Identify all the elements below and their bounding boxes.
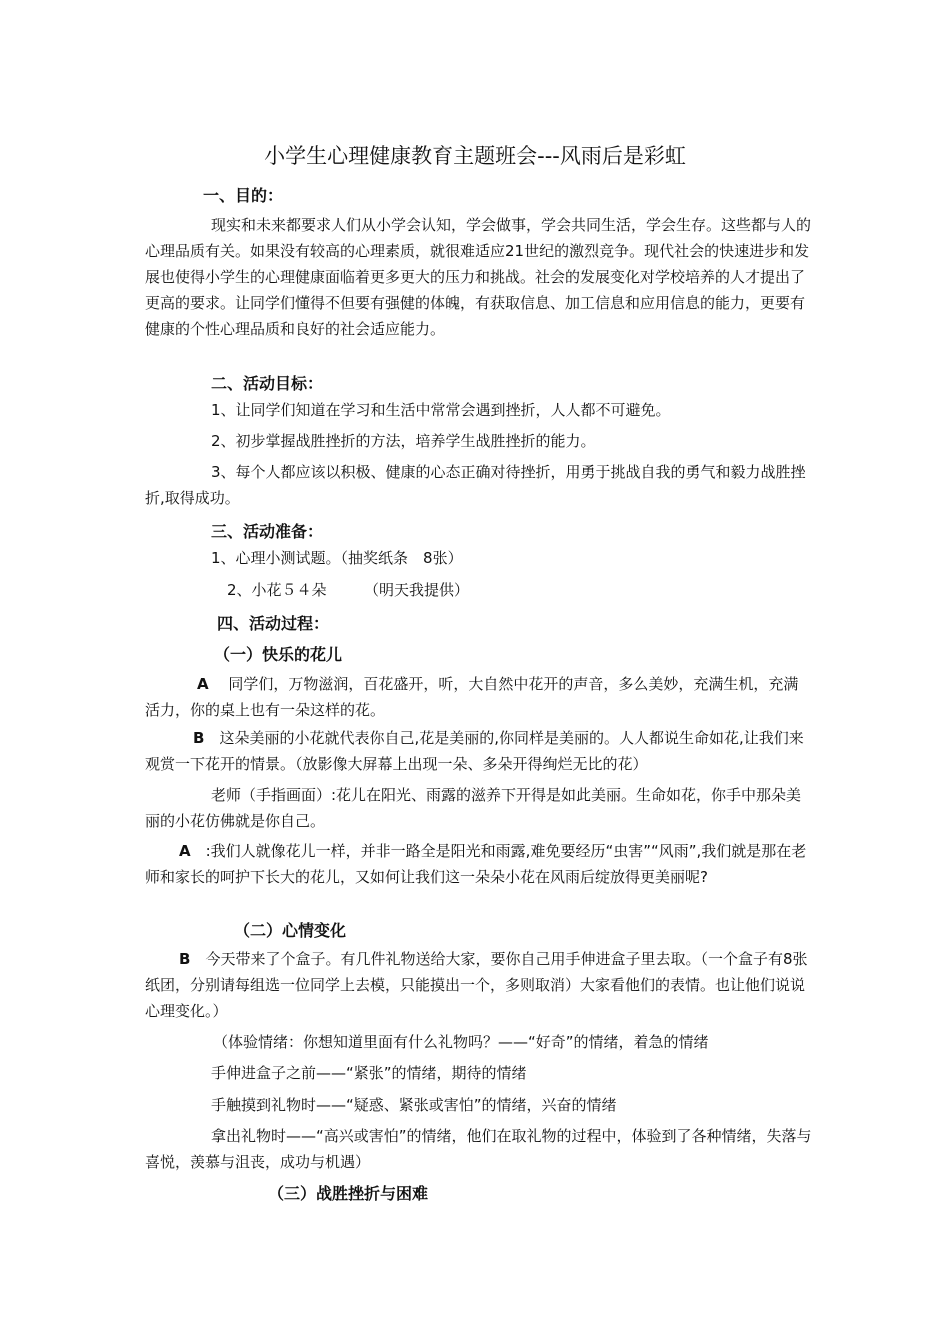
dialogue-b-1-text: 这朵美丽的小花就代表你自己,花是美丽的,你同样是美丽的。人人都说生命如花,让我们来观赏一下花开的情景。（放影像大屏幕上出现一朵、多朵开得绚烂无比的花） [145, 729, 804, 773]
speaker-label-a: A [179, 842, 191, 860]
subsection-heading-happy-flowers: （一）快乐的花儿 [214, 645, 343, 664]
section-heading-purpose: 一、目的： [203, 186, 284, 205]
speaker-label-b: B [193, 729, 205, 747]
speaker-label-a: A [197, 675, 209, 693]
speaker-label-b: B [179, 950, 191, 968]
goal-item-2: 2、初步掌握战胜挫折的方法，培养学生战胜挫折的能力。 [211, 432, 596, 450]
experience-line-1: （体验情绪：你想知道里面有什么礼物吗？——“好奇”的情绪，着急的情绪 [213, 1033, 709, 1051]
subsection-heading-mood-change: （二）心情变化 [234, 921, 347, 940]
dialogue-a-1-text: 同学们，万物滋润，百花盛开，听，大自然中花开的声音，多么美妙，充满生机，充满活力，你的桌上也有一朵这样的花。 [145, 675, 799, 719]
goal-item-3: 3、每个人都应该以积极、健康的心态正确对待挫折，用勇于挑战自我的勇气和毅力战胜挫折,取得成功。 [145, 463, 806, 507]
experience-line-4: 拿出礼物时——“高兴或害怕”的情绪，他们在取礼物的过程中，体验到了各种情绪，失落与喜悦，羡慕与沮丧，成功与机遇） [145, 1127, 812, 1171]
dialogue-a-2 [145, 838, 813, 890]
section-heading-process: 四、活动过程： [217, 614, 330, 633]
page-title: 小学生心理健康教育主题班会---风雨后是彩虹 [264, 144, 686, 168]
dialogue-a-2-text: :我们人就像花儿一样，并非一路全是阳光和雨露,难免要经历“虫害”“风雨”,我们就是那在老师和家长的呵护下长大的花儿，又如何让我们这一朵朵小花在风雨后绽放得更美丽呢? [145, 842, 807, 886]
prep-item-1: 1、心理小测试题。（抽奖纸条 8张） [211, 549, 463, 567]
subsection-heading-overcome: （三）战胜挫折与困难 [268, 1184, 429, 1203]
purpose-paragraph: 现实和未来都要求人们从小学会认知，学会做事，学会共同生活，学会生存。这些都与人的心理品质有关。如果没有较高的心理素质，就很难适应21世纪的激烈竞争。现代社会的快速进步和发展也使得小学生的心理健康面临着更多更大的压力和挑战。社会的发展变化对学校培养的人才提出了更高的要求。让同学们懂得不但要有强健的体魄，有获取信息、加工信息和应用信息的能力，更要有健康的个性心理品质和良好的社会适应能力。 [145, 216, 812, 338]
dialogue-b-2-text: 今天带来了个盒子。有几件礼物送给大家，要你自己用手伸进盒子里去取。（一个盒子有8张纸团，分别请每组选一位同学上去模，只能摸出一个，多则取消）大家看他们的表情。也让他们说说心理变化。） [145, 950, 808, 1020]
teacher-paragraph: 老师（手指画面）:花儿在阳光、雨露的滋养下开得是如此美丽。生命如花，你手中那朵美丽的小花仿佛就是你自己。 [145, 786, 802, 830]
prep-item-2: 2、小花５４朵 （明天我提供） [227, 581, 470, 599]
goal-item-1: 1、让同学们知道在学习和生活中常常会遇到挫折，人人都不可避免。 [211, 401, 671, 419]
experience-line-2: 手伸进盒子之前——“紧张”的情绪，期待的情绪 [211, 1064, 527, 1082]
dialogue-a-1 [145, 671, 813, 723]
dialogue-b-1 [145, 725, 813, 777]
section-heading-preparation: 三、活动准备： [211, 522, 324, 541]
dialogue-b-2 [145, 946, 813, 1024]
experience-line-3: 手触摸到礼物时——“疑惑、紧张或害怕”的情绪，兴奋的情绪 [211, 1096, 617, 1114]
section-heading-goals: 二、活动目标： [211, 374, 324, 393]
